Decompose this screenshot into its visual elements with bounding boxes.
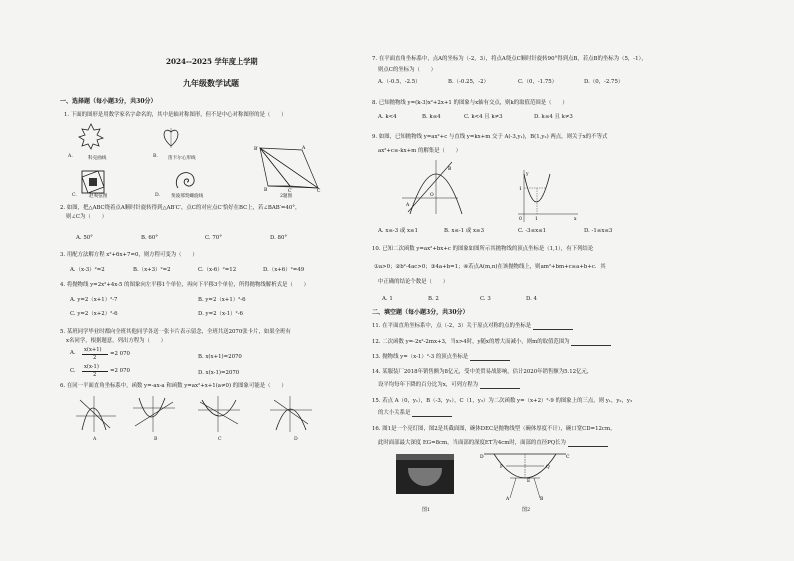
- q5-option-a-numerator: x(x+1): [84, 347, 102, 353]
- q15-line1: 15. 若点 A（0，y₁），B（-3，y₂），C（1，y₃）为二次函数 y=（x+2）²-9 的图象上的三点，则 y₁，y₂，y₃: [372, 398, 633, 404]
- q14-answer-blank[interactable]: [480, 383, 520, 389]
- q13-stem: 13. 抛物线 y=（x-1）²-3 的顶点坐标是: [372, 354, 469, 360]
- q11-text: [372, 323, 573, 330]
- svg-text:C: C: [317, 189, 321, 194]
- q6-label-c: C: [218, 437, 222, 442]
- q9-parabola-line-figure: [402, 160, 458, 214]
- svg-text:E: E: [527, 479, 531, 484]
- q7-option-b: B.（-0.25，-2）: [448, 79, 489, 85]
- svg-text:B: B: [264, 188, 268, 193]
- q6-label-b: B: [154, 437, 158, 442]
- q5-option-a-denominator: 2: [93, 355, 97, 361]
- q1-option-b-label: 笛卡尔心形线: [168, 156, 196, 161]
- svg-text:y: y: [526, 172, 529, 177]
- q16-figure2-cross-section: [480, 452, 570, 500]
- q10-stem-line3: 中正确的结论个数是（ ）: [378, 279, 449, 285]
- q5-option-c-denominator: 2: [93, 372, 97, 378]
- q3-option-b: B.（x+3）²=2: [133, 267, 171, 273]
- q6-graph-a: [76, 396, 116, 432]
- q6-label-d: D: [294, 437, 298, 442]
- q4-stem: 4. 将抛物线 y=2x²+4x-5 的图象向左平移1个单位，再向下平移3个单位，所得抛物线解析式是（ ）: [60, 282, 309, 288]
- q1-option-d-label: 斐波那契螺旋线: [171, 194, 204, 199]
- q7-option-c: C.（0，-1.75）: [518, 79, 558, 85]
- q12-text: [372, 339, 611, 346]
- q8-option-a: A. k<4: [378, 114, 397, 120]
- q10-option-d: D. 4: [526, 296, 537, 302]
- q3-option-d: D.（x+6）²=49: [263, 267, 305, 273]
- q4-option-a: A. y=2（x+1）²-7: [70, 297, 118, 303]
- q5-option-b: B. x(x+1)=2070: [198, 354, 242, 360]
- q10-option-b: B. 2: [428, 296, 439, 302]
- koch-snowflake-icon: [78, 123, 104, 149]
- q14-line2: [378, 382, 520, 389]
- q16-figure1-photo: [396, 454, 454, 494]
- svg-text:A: A: [302, 146, 306, 151]
- q9-stem-line2: ax²+c≥-kx+m 的解集是（ ）: [378, 148, 462, 154]
- q2-option-b: B. 60°: [141, 235, 158, 241]
- q8-option-c: C. k<4 且 k≠3: [464, 114, 503, 120]
- q4-option-b: B. y=2（x+1）²-6: [198, 297, 246, 303]
- fibonacci-spiral-icon: [174, 170, 200, 192]
- left-column: [58, 0, 383, 561]
- q16-answer-blank[interactable]: [568, 441, 608, 447]
- q6-graph-c: [198, 396, 240, 432]
- q5-option-c-numerator: x(x-1): [84, 364, 99, 370]
- q1-option-a-letter: A.: [68, 154, 73, 159]
- exam-title: 九年级数学试题: [183, 78, 239, 88]
- q4-option-d: D. y=2（x-1）²-6: [198, 311, 243, 317]
- q6-stem: 6. 在同一平面直角坐标系中，函数 y=-ax-a 和函数 y=ax²+x+1(a≠0) 的图象可能是（ ）: [60, 383, 287, 389]
- zhao-shuang-diagram-icon: [81, 170, 105, 194]
- q3-option-c: C.（x-6）²=12: [198, 267, 237, 273]
- q5-option-d: D. x(x-1)=2070: [198, 370, 240, 376]
- q15-stem: 的大小关系是: [378, 410, 411, 416]
- q1-option-d-letter: D.: [155, 193, 160, 198]
- q1-option-c-letter: C.: [72, 193, 77, 198]
- q16-line1: 16. 图1是一个亮灯图，图2是其截面图，碗体DEC是抛物线型（碗体厚度不计），碗口宽CD=12cm，: [372, 426, 616, 432]
- q1-option-a-label: 科克曲线: [88, 156, 107, 161]
- q2-option-d: D. 80°: [270, 235, 288, 241]
- q7-option-a: A.（-0.5，-2.5）: [378, 79, 421, 85]
- q7-stem-line2: 则点C的坐标为（ ）: [378, 67, 437, 73]
- q16-stem: 此时面部最大深度 EG=8cm，当面部的深度ET为4cm时，面部的直径PQ长为: [378, 440, 566, 446]
- svg-text:C: C: [566, 455, 570, 460]
- q16-figure2-caption: 图2: [522, 507, 531, 513]
- svg-text:0: 0: [519, 217, 522, 222]
- q10-option-a: A. 1: [382, 296, 393, 302]
- q2-option-c: C. 70°: [205, 235, 222, 241]
- q8-option-b: B. k≤4: [422, 114, 441, 120]
- q14-stem: 设平均每年下降的百分比为x，可列方程为: [378, 382, 479, 388]
- q2-rotation-triangle-figure: [254, 146, 324, 192]
- q7-option-d: D.（0，-2.75）: [584, 79, 624, 85]
- svg-text:1: 1: [519, 187, 522, 192]
- q4-option-c: C. y=2（x+2）²-6: [70, 311, 118, 317]
- q14-line1: 14. 某服装厂2018年销售额为8亿元，受中美贸易战影响，估计2020年销售额为5.12亿元，: [372, 369, 593, 375]
- q9-option-b: B. x≤-1 或 x≥3: [444, 228, 485, 234]
- q3-option-a: A.（x-3）²=2: [70, 267, 105, 273]
- svg-text:A: A: [406, 203, 410, 208]
- q1-option-b-letter: B.: [153, 154, 158, 159]
- q9-option-a: A. x≤-3 或 x≥1: [378, 228, 418, 234]
- q8-option-d: D. k≤4 且 k≠3: [534, 114, 573, 120]
- q13-text: [372, 354, 510, 361]
- q1-option-c-label: 赵爽弦图: [89, 194, 108, 199]
- q7-stem-line1: 7. 在平面直角坐标系中，点A的坐标为（-2，3），将点A绕点C顺时针旋转90°得到点B，若点B的坐标为（5，-1），: [372, 56, 647, 62]
- q16-line2: [378, 440, 608, 447]
- q1-stem: 1. 下面的图形是用数学家名字命名的，其中是轴对称图形，但不是中心对称图形的是（ ）: [64, 112, 287, 118]
- q6-graph-b: [133, 396, 175, 432]
- q11-answer-blank[interactable]: [533, 324, 573, 330]
- q5-stem-line2: x名同学，根据题意，列出方程为（ ）: [66, 338, 167, 344]
- svg-text:C′: C′: [288, 189, 293, 194]
- q10-parabola-figure: [516, 170, 578, 222]
- q5-option-c-letter: C.: [70, 368, 76, 374]
- q9-option-c: C. -3≤x≤1: [518, 228, 547, 234]
- q12-stem: 12. 二次函数 y=-2x²-2mx+3，当x>4时，y随x的增大而减小，则m的取值范围为: [372, 339, 570, 345]
- section-fill-heading: 二、填空题（每小题3分，共30分）: [372, 309, 469, 316]
- q10-stem-line1: 10. 已知二次函数 y=ax²+bx+c 的图象如图所示其抛物线的顶点坐标是（1,1），有下列结论: [372, 246, 594, 252]
- svg-text:x: x: [574, 217, 577, 222]
- q13-answer-blank[interactable]: [470, 355, 510, 361]
- q6-label-a: A: [93, 437, 97, 442]
- svg-text:O: O: [430, 193, 434, 198]
- svg-text:A: A: [506, 497, 510, 502]
- q15-answer-blank[interactable]: [412, 411, 452, 417]
- q2-stem-line2: 则∠C为（ ）: [66, 214, 107, 220]
- q10-option-c: C. 3: [480, 296, 491, 302]
- photo-bowl: [408, 468, 442, 486]
- q6-graph-d: [270, 396, 312, 432]
- q5-option-a-letter: A.: [70, 350, 76, 356]
- q15-line2: [378, 410, 452, 417]
- svg-text:D: D: [480, 455, 484, 460]
- q16-figure1-caption: 图1: [422, 507, 431, 513]
- q3-stem: 3. 用配方法解方程 x²+6x+7=0，则方程可变为（ ）: [60, 252, 198, 258]
- svg-text:1: 1: [535, 217, 538, 222]
- section-choice-heading: 一、选择题（每小题3分，共30分）: [60, 98, 157, 105]
- q2-stem-line1: 2. 如图，把△ABC绕着点A顺时针旋转得到△AB′C′，点C的对应点C′恰好在BC上，若∠BAB′=40°，: [60, 205, 301, 211]
- q12-answer-blank[interactable]: [571, 340, 611, 346]
- cardioid-icon: [161, 128, 181, 148]
- q2-option-a: A. 50°: [76, 235, 93, 241]
- q5-option-c-rhs: =2 070: [110, 368, 130, 374]
- school-year-heading: 2024--2025 学年度上学期: [166, 57, 258, 66]
- right-column: [372, 0, 782, 561]
- q2-figure-caption: 2题图: [280, 194, 293, 199]
- svg-text:B′: B′: [254, 147, 259, 152]
- photo-rim: [396, 454, 454, 460]
- q8-stem: 8. 已知抛物线 y=(k-3)x²+2x+1 的图象与x轴有交点，则k的取值范围是（ ）: [372, 100, 568, 106]
- q11-stem: 11. 在平面直角坐标系中，点（-2，3）关于原点对称的点的坐标是: [372, 323, 532, 329]
- q5-stem-line1: 5. 某班同学毕业时都向全班其他同学各送一张卡片表示留念，全班共送2070张卡片，如果全班有: [60, 329, 291, 335]
- q9-stem-line1: 9. 如图，已知抛物线 y=ax²+c 与直线 y=kx+m 交于 A(-3,y₁)，B(1,y₂) 两点，则关于x的不等式: [372, 134, 608, 140]
- q9-option-d: D. -1≤x≤3: [584, 228, 613, 234]
- svg-text:P: P: [500, 465, 504, 470]
- q10-stem-line2: ①a>0；②b²-4ac>0；③4a+b=1；④若点A(m,n)在该抛物线上，则am²+bm+c≥a+b+c．其: [374, 264, 606, 270]
- q5-option-a-rhs: =2 070: [110, 351, 130, 357]
- svg-text:B: B: [448, 167, 452, 172]
- svg-text:B: B: [540, 497, 544, 502]
- svg-text:Q: Q: [546, 465, 550, 470]
